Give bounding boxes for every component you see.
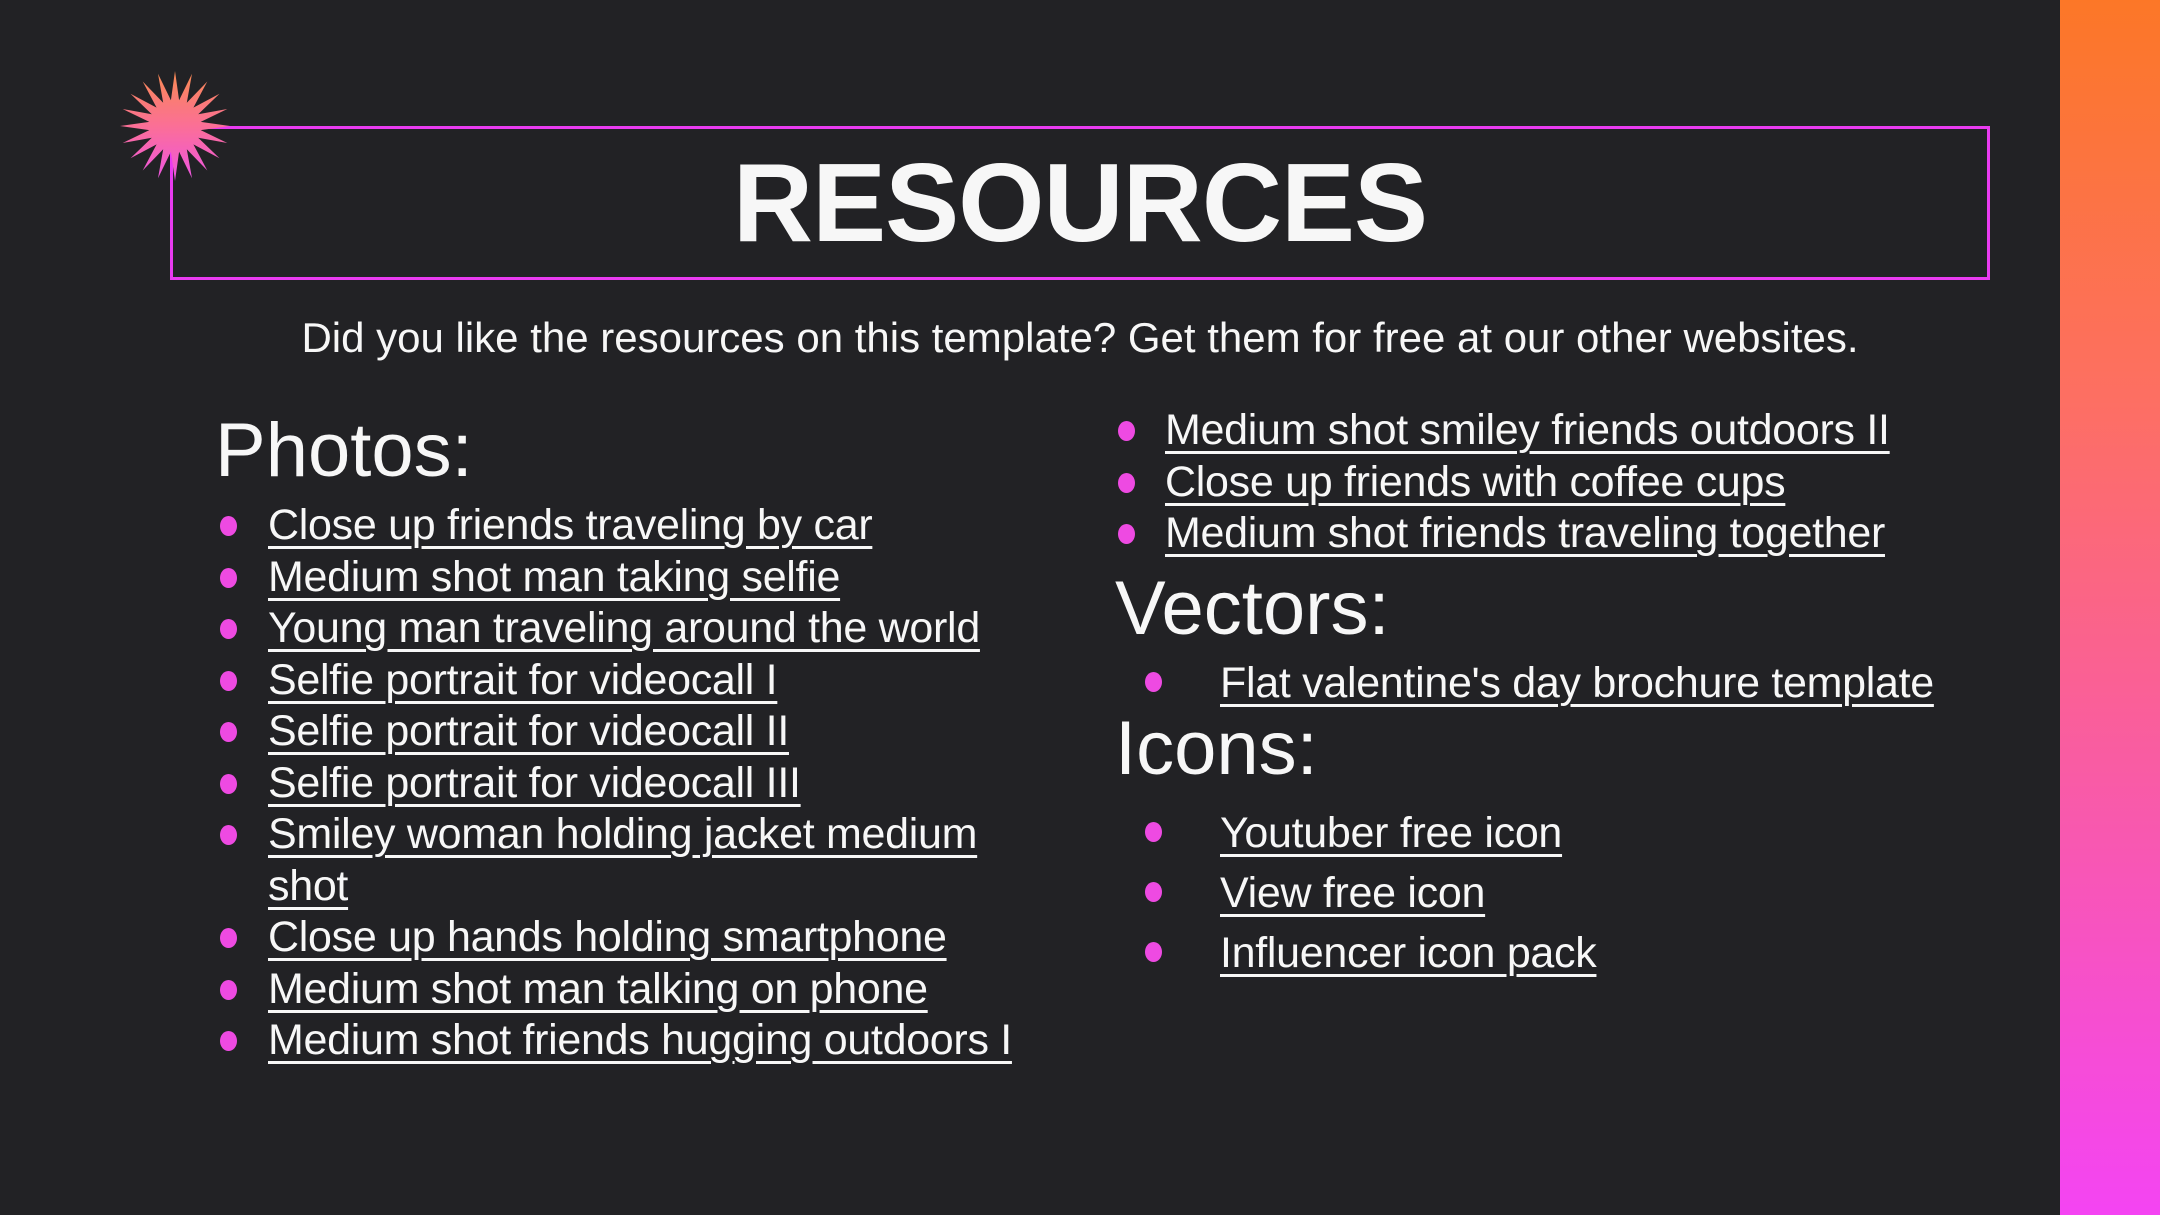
resource-list-item <box>220 706 1030 758</box>
resource-link[interactable]: Medium shot friends traveling together <box>1165 509 1885 557</box>
vectors-list <box>1145 653 1995 713</box>
resource-link[interactable]: Medium shot man taking selfie <box>268 552 841 601</box>
bullet-icon <box>220 619 237 639</box>
resource-list-item <box>1145 803 1995 863</box>
photos-heading: Photos: <box>215 408 473 493</box>
resource-link[interactable]: Close up friends with coffee cups <box>1165 457 1786 506</box>
resource-list-item <box>220 912 1030 964</box>
icons-list <box>1145 803 1995 983</box>
resource-link[interactable]: View free icon <box>1220 869 1486 917</box>
bullet-icon <box>220 928 237 948</box>
resource-link[interactable]: Selfie portrait for videocall I <box>268 655 778 704</box>
resource-link[interactable]: Young man traveling around the world <box>268 604 980 652</box>
bullet-icon <box>1145 672 1162 692</box>
bullet-icon <box>220 825 237 845</box>
bullet-icon <box>1145 822 1162 842</box>
photos-list-left <box>220 500 1030 1067</box>
photos-list-right <box>1118 405 1978 560</box>
resource-link[interactable]: Medium shot man talking on phone <box>268 964 928 1013</box>
resource-link[interactable]: Flat valentine's day brochure template <box>1220 659 1934 707</box>
resource-list-item <box>1118 457 1978 509</box>
resource-list-item <box>220 758 1030 810</box>
bullet-icon <box>1145 942 1162 962</box>
resource-list-item <box>1118 508 1978 560</box>
resource-link[interactable]: Medium shot friends hugging outdoors I <box>268 1016 1012 1064</box>
bullet-icon <box>220 671 237 691</box>
resource-list-item <box>1145 923 1995 983</box>
bullet-icon <box>1118 473 1135 493</box>
resource-list-item <box>220 603 1030 655</box>
resource-link[interactable]: Influencer icon pack <box>1220 929 1597 977</box>
resource-link[interactable]: Smiley woman holding jacket medium shot <box>268 810 978 910</box>
starburst-icon <box>120 71 230 181</box>
resource-link[interactable]: Selfie portrait for videocall II <box>268 707 789 755</box>
bullet-icon <box>220 774 237 794</box>
bullet-icon <box>1118 421 1135 441</box>
resource-list-item <box>220 809 1030 912</box>
vectors-heading: Vectors: <box>1115 566 1390 651</box>
resource-list-item <box>220 964 1030 1016</box>
bullet-icon <box>1118 524 1135 544</box>
gradient-bar <box>2060 0 2160 1215</box>
resource-link[interactable]: Selfie portrait for videocall III <box>268 758 801 807</box>
resource-list-item <box>220 655 1030 707</box>
resource-list-item <box>1118 405 1978 457</box>
bullet-icon <box>220 568 237 588</box>
slide-subtitle: Did you like the resources on this template? Get them for free at our other websites. <box>301 314 1859 361</box>
bullet-icon <box>220 516 237 536</box>
resource-link[interactable]: Close up friends traveling by car <box>268 501 873 549</box>
resource-list-item <box>220 552 1030 604</box>
bullet-icon <box>220 722 237 742</box>
slide-title: RESOURCES <box>732 141 1428 265</box>
bullet-icon <box>220 1031 237 1051</box>
icons-heading: Icons: <box>1115 706 1318 791</box>
resource-link[interactable]: Youtuber free icon <box>1220 809 1563 857</box>
resource-list-item <box>1145 653 1995 713</box>
resource-list-item <box>1145 863 1995 923</box>
bullet-icon <box>220 980 237 1000</box>
resource-link[interactable]: Close up hands holding smartphone <box>268 913 947 961</box>
title-box <box>170 126 1990 280</box>
resource-link[interactable]: Medium shot smiley friends outdoors II <box>1165 406 1890 454</box>
resource-list-item <box>220 1015 1030 1067</box>
bullet-icon <box>1145 882 1162 902</box>
resource-list-item <box>220 500 1030 552</box>
